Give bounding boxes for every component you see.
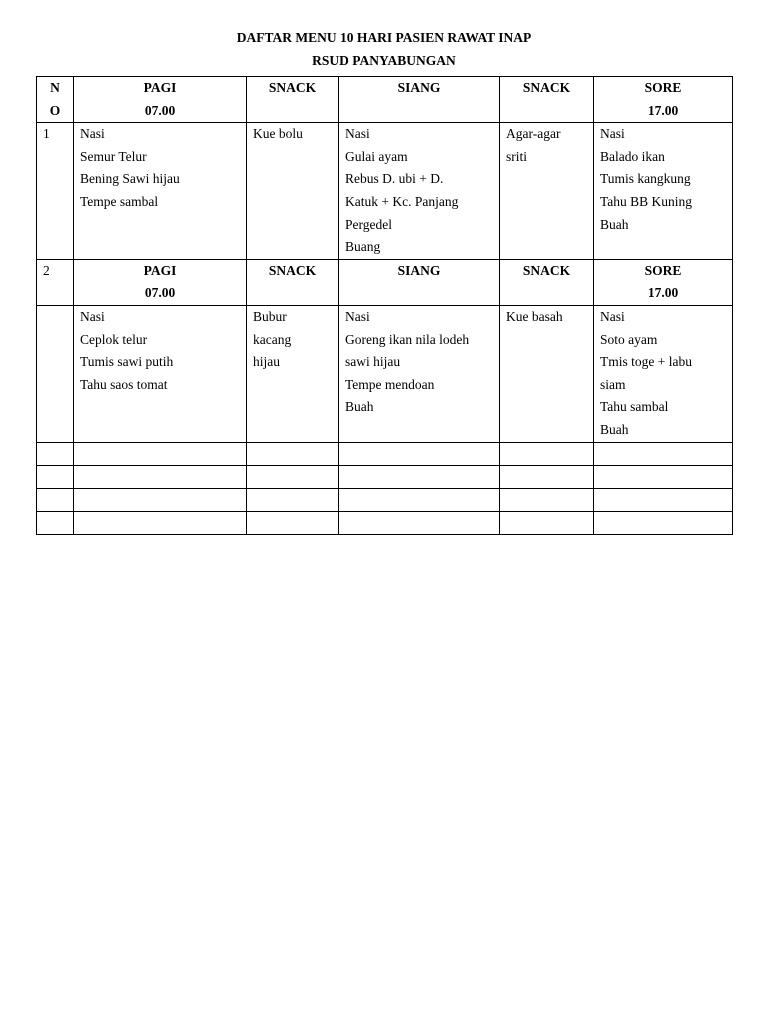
header-time: 17.00 (647, 285, 679, 301)
empty-row (37, 488, 733, 511)
header-pagi (74, 259, 247, 305)
document-subtitle: RSUD PANYABUNGAN (312, 53, 456, 68)
day1-sore-cell (594, 123, 733, 260)
document-title: DAFTAR MENU 10 HARI PASIEN RAWAT INAP (236, 30, 532, 45)
menu-item: Nasi (600, 126, 625, 142)
menu-item: Tahu saos tomat (80, 376, 168, 392)
empty-cell (74, 442, 247, 465)
header-sore (594, 77, 733, 123)
empty-cell (247, 511, 339, 534)
day1-snack1-cell (247, 123, 339, 260)
menu-item: Tempe sambal (80, 193, 159, 209)
empty-cell (74, 465, 247, 488)
empty-cell (247, 465, 339, 488)
menu-item: Balado ikan (600, 148, 665, 164)
empty-cell (37, 465, 74, 488)
header-snack-1 (247, 259, 339, 305)
menu-item: hijau (253, 354, 280, 370)
header-no (37, 77, 74, 123)
empty-cell (594, 488, 733, 511)
header-time: 07.00 (144, 102, 176, 118)
menu-item: Semur Telur (80, 148, 147, 164)
day2-header-row (37, 259, 733, 305)
day2-number: 2 (37, 259, 74, 305)
menu-table (36, 76, 733, 535)
header-label: SNACK (268, 262, 317, 278)
empty-row (37, 442, 733, 465)
empty-cell (339, 465, 500, 488)
day2-siang-cell (339, 305, 500, 442)
empty-cell (594, 465, 733, 488)
menu-item: Nasi (80, 126, 105, 142)
menu-item: Pergedel (345, 216, 392, 232)
empty-cell (37, 488, 74, 511)
menu-item: Buah (345, 399, 374, 415)
header-sore (594, 259, 733, 305)
empty-cell (74, 511, 247, 534)
empty-cell (339, 511, 500, 534)
empty-cell (500, 488, 594, 511)
empty-cell (500, 511, 594, 534)
empty-cell (594, 442, 733, 465)
menu-item: Rebus D. ubi + D. (345, 171, 444, 187)
header-siang (339, 77, 500, 123)
menu-item: Tumis kangkung (600, 171, 691, 187)
menu-item: Kue bolu (253, 126, 303, 142)
menu-item: siam (600, 376, 626, 392)
menu-item: Buah (600, 216, 629, 232)
empty-cell (594, 511, 733, 534)
empty-cell (339, 442, 500, 465)
menu-item: Katuk + Kc. Panjang (345, 193, 459, 209)
header-snack-2 (500, 77, 594, 123)
menu-item: Ceplok telur (80, 331, 148, 347)
empty-row (37, 465, 733, 488)
header-label: SNACK (268, 80, 317, 95)
empty-cell (37, 511, 74, 534)
menu-item: Bubur (253, 308, 287, 324)
day2-snack2-cell (500, 305, 594, 442)
menu-item: sriti (506, 148, 528, 164)
empty-cell (247, 488, 339, 511)
menu-item: Agar-agar (506, 126, 561, 142)
header-label: SORE (644, 262, 682, 278)
header-time: 17.00 (647, 102, 679, 118)
menu-item: Buah (600, 421, 629, 437)
menu-item: Nasi (80, 308, 105, 324)
menu-item: Tahu sambal (600, 399, 669, 415)
header-no-line1: N (50, 80, 60, 95)
empty-cell (37, 442, 74, 465)
menu-item: sawi hijau (345, 354, 401, 370)
day1-pagi-cell (74, 123, 247, 260)
menu-item: Soto ayam (600, 331, 658, 347)
day2-row (37, 305, 733, 442)
day1-number: 1 (37, 123, 74, 260)
menu-item: Tumis sawi putih (80, 354, 174, 370)
header-label: PAGI (143, 262, 177, 278)
header-no-line2: O (49, 102, 61, 118)
header-time: 07.00 (144, 285, 176, 301)
empty-row (37, 511, 733, 534)
day2-number-empty (37, 305, 74, 442)
menu-item: Goreng ikan nila lodeh (345, 331, 470, 347)
header-label: SNACK (522, 262, 571, 278)
empty-cell (247, 442, 339, 465)
menu-item: kacang (253, 331, 292, 347)
header-pagi (74, 77, 247, 123)
menu-item: Gulai ayam (345, 148, 408, 164)
menu-item: Nasi (345, 308, 370, 324)
header-snack-2 (500, 259, 594, 305)
header-siang (339, 259, 500, 305)
empty-cell (500, 442, 594, 465)
menu-item: Nasi (345, 126, 370, 142)
menu-item: Buang (345, 239, 381, 255)
header-row (37, 77, 733, 123)
header-label: SIANG (397, 80, 441, 95)
empty-cell (500, 465, 594, 488)
empty-cell (339, 488, 500, 511)
header-label: PAGI (143, 80, 177, 95)
day2-sore-cell (594, 305, 733, 442)
day2-pagi-cell (74, 305, 247, 442)
menu-item: Nasi (600, 308, 625, 324)
day1-siang-cell (339, 123, 500, 260)
header-label: SNACK (522, 80, 571, 95)
menu-item: Bening Sawi hijau (80, 171, 180, 187)
menu-item: Kue basah (506, 308, 563, 324)
header-label: SIANG (397, 262, 441, 278)
day2-snack1-cell (247, 305, 339, 442)
day1-row (37, 123, 733, 260)
menu-item: Tahu BB Kuning (600, 193, 693, 209)
header-label: SORE (644, 80, 682, 95)
menu-item: Tempe mendoan (345, 376, 435, 392)
empty-cell (74, 488, 247, 511)
day1-snack2-cell (500, 123, 594, 260)
header-snack-1 (247, 77, 339, 123)
menu-item: Tmis toge + labu (600, 354, 692, 370)
